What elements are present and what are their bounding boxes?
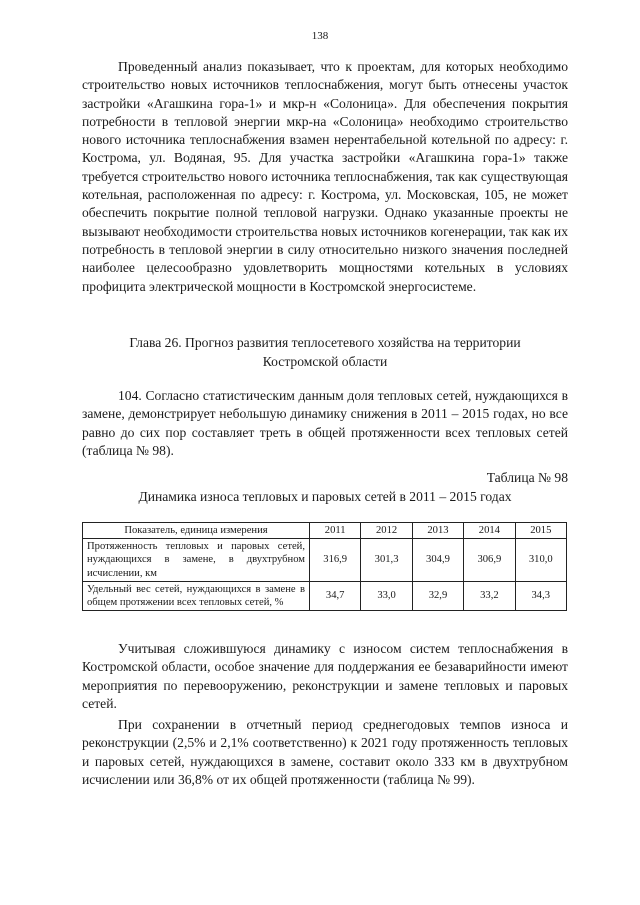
paragraph-forecast: При сохранении в отчетный период среднегодовых темпов износа и реконструкции (2,5% и 2,1% соответственно) к 2021 году протяженность тепловых и паровых сетей, нуждающихся в замене, составит около 333 км в двухтрубном исчислении или 36,8% от их общей протяженности (таблица № 99). (82, 717, 568, 787)
paragraph-dynamics: Учитывая сложившуюся динамику с износом систем теплоснабжения в Костромской области, особое значение для поддержания ее безаварийности имеют мероприятия по перевооружению, реконструкции и замене тепловых и паровых сетей. (82, 641, 568, 711)
wear-dynamics-table (82, 522, 567, 611)
paragraph-analysis: Проведенный анализ показывает, что к проектам, для которых необходимо строительство новых источников теплоснабжения, могут быть отнесены участок застройки «Агашкина гора-1» и мкр-н «Солоница». Для обеспечения покрытия потребности в тепловой энергии мкр-на «Солоница» необходимо строительство нового источника теплоснабжения взамен нерентабельной котельной по адресу: г. Кострома, ул. Водяная, 95. Для участка застройки «Агашкина гора-1» также требуется строительство нового источника теплоснабжения, так как существующая котельная, расположенная по адресу: г. Кострома, ул. Московская, 105, не может обеспечить покрытие полной тепловой нагрузки. Однако указанные проекты не вызывают необходимости строительства новых источников когенерации, так как их потребность в тепловой энергии в силу относительно низкого значения последней наиболее целесообразно удовлетворить мощностями котельных в условиях профицита электрической мощности в Костромской энергосистеме. (82, 59, 568, 294)
table-caption: Динамика износа тепловых и паровых сетей в 2011 – 2015 годах (138, 489, 512, 504)
header-year-2011: 2011 (310, 523, 361, 539)
cell-value: 316,9 (310, 539, 361, 582)
cell-value: 306,9 (464, 539, 515, 582)
chapter-title-line1: Глава 26. Прогноз развития теплосетевого хозяйства на территории (129, 335, 521, 350)
cell-value: 33,2 (464, 581, 515, 610)
cell-value: 32,9 (412, 581, 463, 610)
table-number: Таблица № 98 (486, 470, 568, 485)
header-indicator: Показатель, единица измерения (83, 523, 310, 539)
chapter-title (82, 333, 568, 371)
table-header-row (83, 523, 567, 539)
table-row (83, 581, 567, 610)
cell-value: 301,3 (361, 539, 412, 582)
cell-value: 33,0 (361, 581, 412, 610)
row-label: Удельный вес сетей, нуждающихся в замене в общем протяжении всех тепловых сетей, % (83, 581, 310, 610)
header-year-2012: 2012 (361, 523, 412, 539)
cell-value: 304,9 (412, 539, 463, 582)
header-year-2015: 2015 (515, 523, 566, 539)
cell-value: 34,3 (515, 581, 566, 610)
table-row (83, 539, 567, 582)
page-number: 138 (311, 30, 329, 42)
cell-value: 310,0 (515, 539, 566, 582)
chapter-title-line2: Костромской области (262, 354, 388, 369)
row-label: Протяженность тепловых и паровых сетей, нуждающихся в замене, в двухтрубном исчислении, км (83, 539, 310, 582)
paragraph-statistics: 104. Согласно статистическим данным доля тепловых сетей, нуждающихся в замене, демонстрирует небольшую динамику снижения в 2011 – 2015 годах, но все равно до сих пор составляет треть в общей протяженности всех тепловых сетей (таблица № 98). (82, 388, 568, 458)
cell-value: 34,7 (310, 581, 361, 610)
header-year-2014: 2014 (464, 523, 515, 539)
header-year-2013: 2013 (412, 523, 463, 539)
